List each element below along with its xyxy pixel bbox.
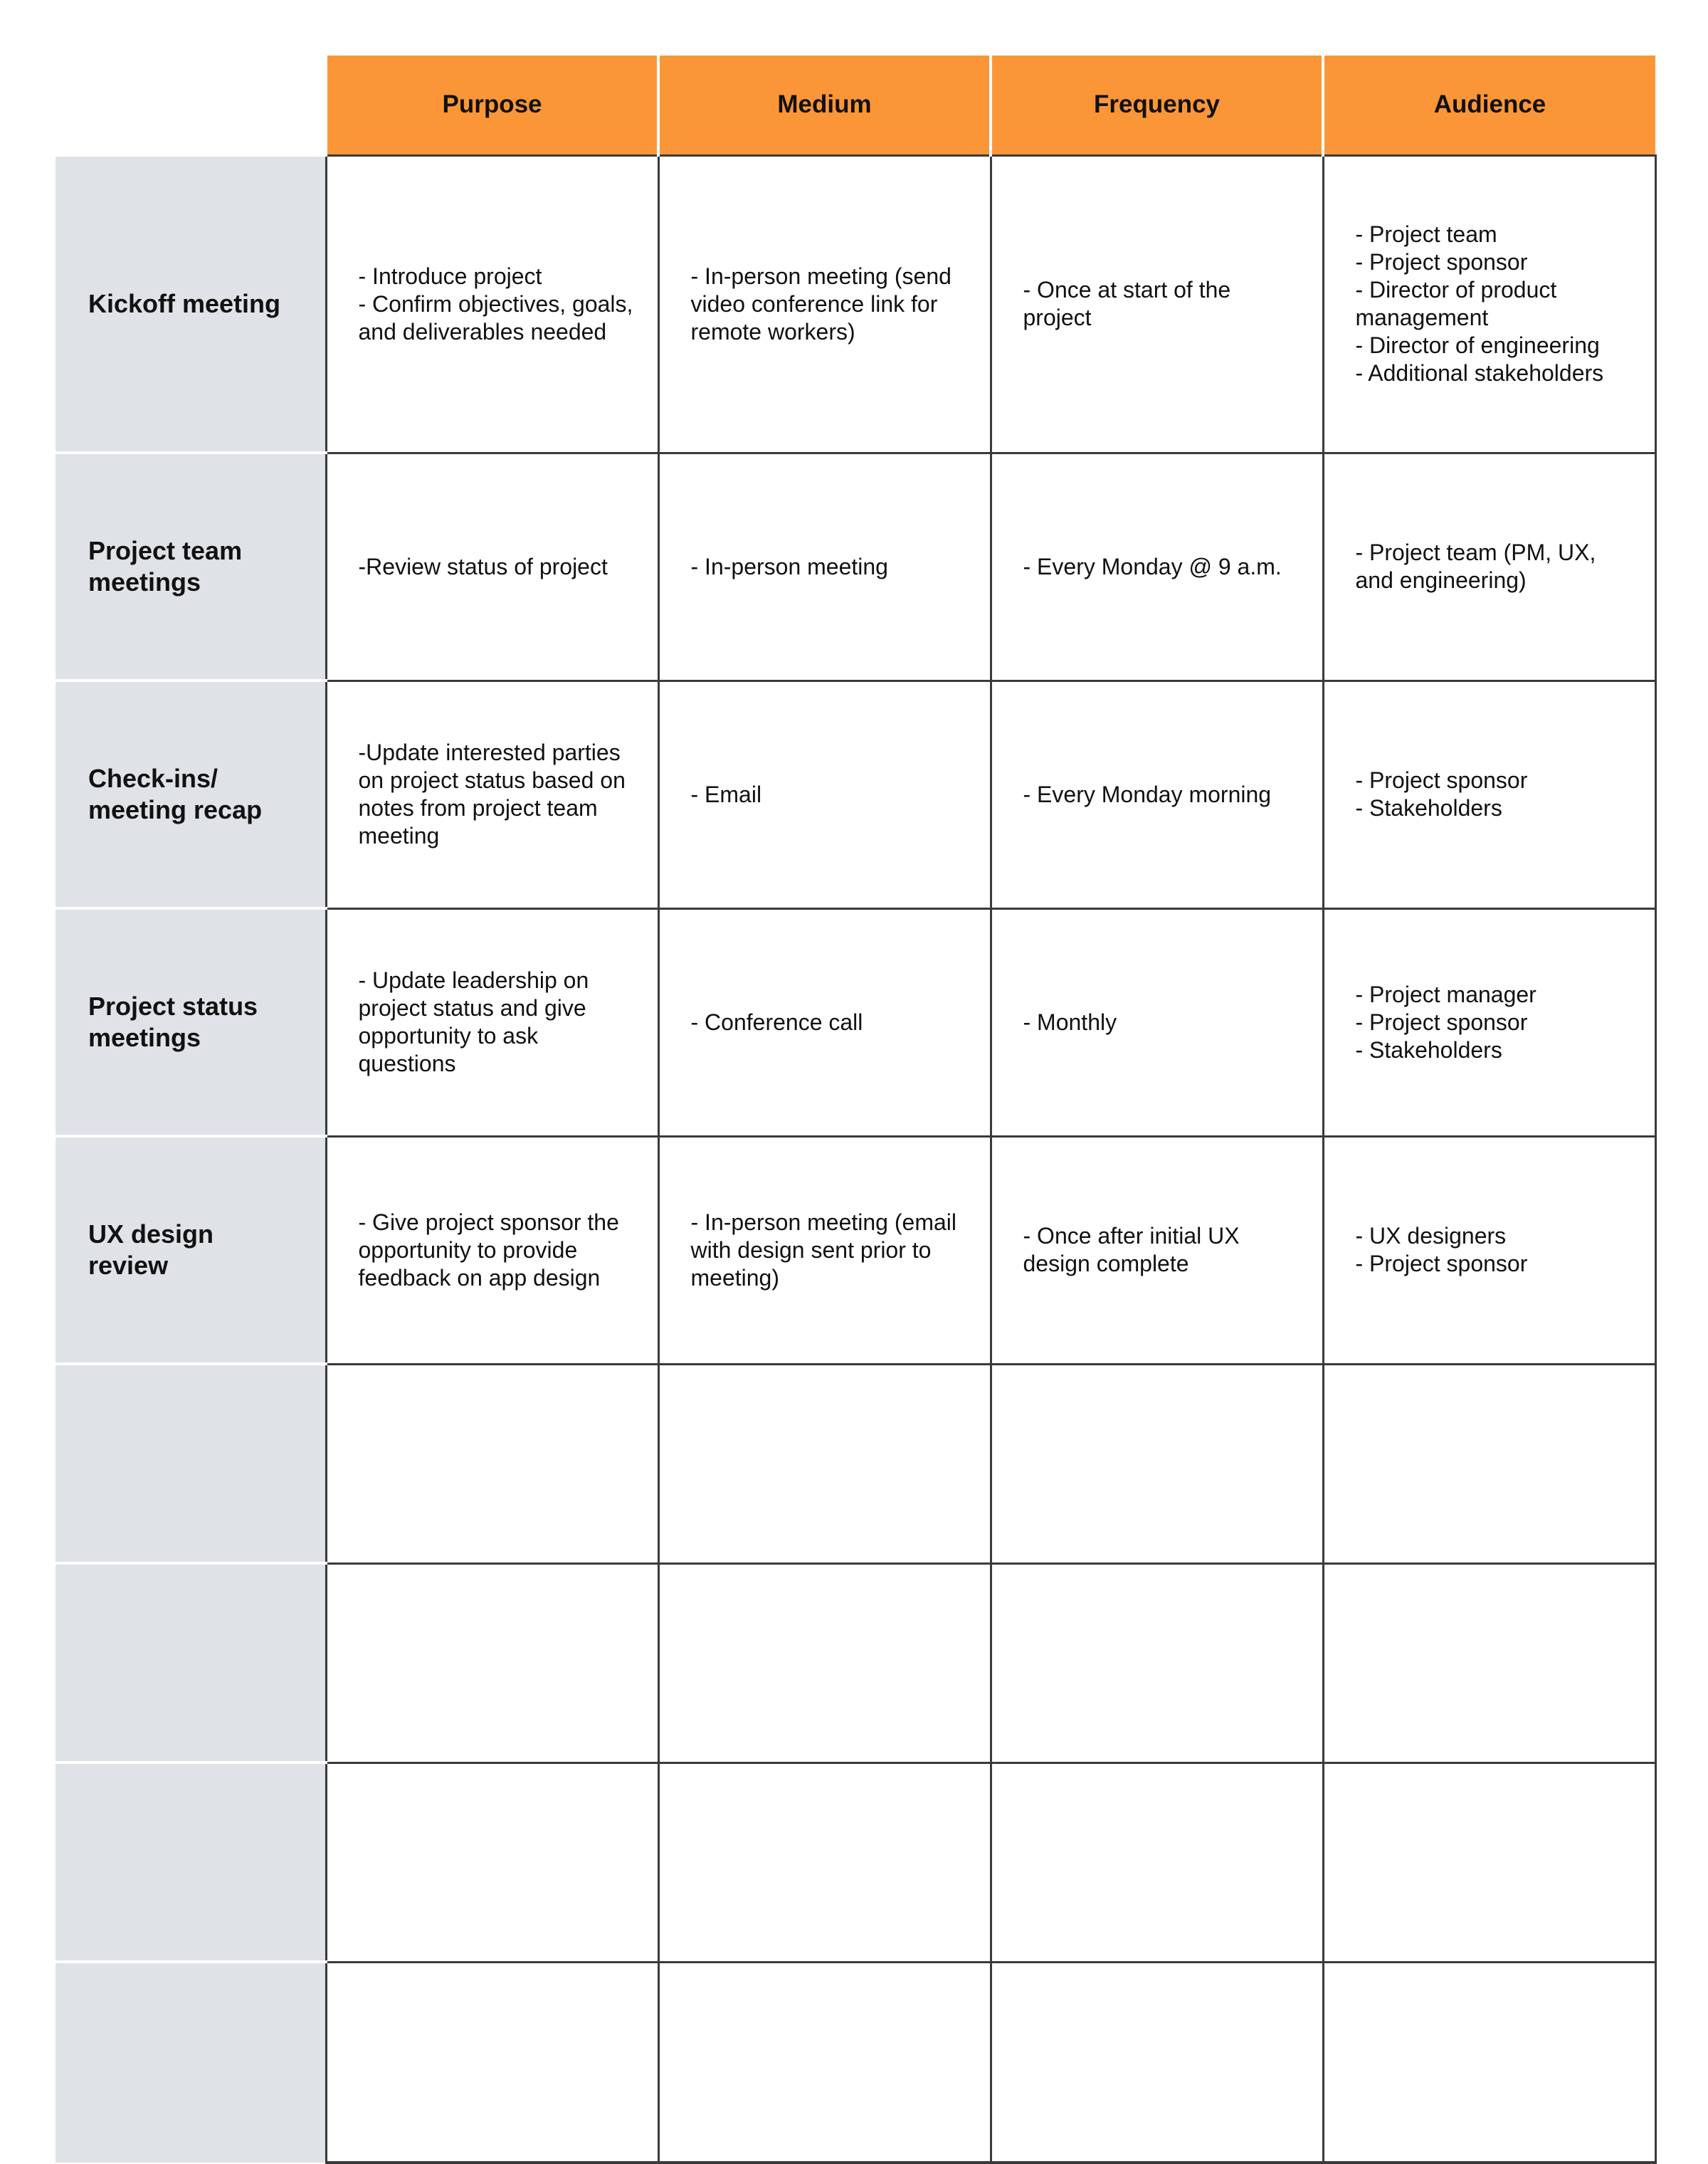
row-label [56,1763,326,1962]
row-label [56,1364,326,1563]
frequency-cell: - Monthly [991,908,1323,1136]
frequency-cell: - Once at start of the project [991,155,1323,453]
frequency-cell [991,1962,1323,2163]
row-label: Check-ins/ meeting recap [56,681,326,908]
audience-cell: - Project team - Project sponsor - Director of product management - Director of engineering - Additional stakeholders [1323,155,1655,453]
medium-cell: - Conference call [658,908,991,1136]
medium-cell [658,1364,991,1563]
corner-cell [56,56,326,155]
row-label [56,1962,326,2163]
column-header-audience: Audience [1323,56,1655,155]
audience-cell: - Project sponsor - Stakeholders [1323,681,1655,908]
purpose-cell: - Introduce project - Confirm objectives, goals, and deliverables needed [326,155,658,453]
purpose-cell: - Give project sponsor the opportunity to provide feedback on app design [326,1136,658,1364]
medium-cell [658,1563,991,1763]
communication-plan-table [56,56,1657,2164]
audience-cell [1323,1962,1655,2163]
column-header-frequency: Frequency [991,56,1323,155]
table-row [56,1136,1655,1364]
medium-cell: - In-person meeting [658,453,991,681]
medium-cell: - In-person meeting (email with design sent prior to meeting) [658,1136,991,1364]
table-row [56,1563,1655,1763]
audience-cell [1323,1364,1655,1563]
table-row [56,1763,1655,1962]
audience-cell: - Project manager - Project sponsor - Stakeholders [1323,908,1655,1136]
frequency-cell [991,1763,1323,1962]
table-row [56,1364,1655,1563]
column-header-purpose: Purpose [326,56,658,155]
purpose-cell: -Review status of project [326,453,658,681]
frequency-cell: - Every Monday @ 9 a.m. [991,453,1323,681]
column-header-medium: Medium [658,56,991,155]
frequency-cell [991,1364,1323,1563]
frequency-cell: - Once after initial UX design complete [991,1136,1323,1364]
table-row [56,908,1655,1136]
medium-cell [658,1962,991,2163]
purpose-cell [326,1364,658,1563]
frequency-cell [991,1563,1323,1763]
audience-cell: - UX designers - Project sponsor [1323,1136,1655,1364]
medium-cell: - Email [658,681,991,908]
audience-cell [1323,1563,1655,1763]
purpose-cell: - Update leadership on project status and give opportunity to ask questions [326,908,658,1136]
audience-cell [1323,1763,1655,1962]
purpose-cell: -Update interested parties on project status based on notes from project team meeting [326,681,658,908]
purpose-cell [326,1563,658,1763]
row-label: Project team meetings [56,453,326,681]
table-row [56,681,1655,908]
purpose-cell [326,1962,658,2163]
row-label: Project status meetings [56,908,326,1136]
table-row [56,453,1655,681]
row-label [56,1563,326,1763]
row-label: UX design review [56,1136,326,1364]
purpose-cell [326,1763,658,1962]
table-row [56,155,1655,453]
medium-cell [658,1763,991,1962]
medium-cell: - In-person meeting (send video conference link for remote workers) [658,155,991,453]
header-row [56,56,1655,155]
row-label: Kickoff meeting [56,155,326,453]
frequency-cell: - Every Monday morning [991,681,1323,908]
table-row [56,1962,1655,2163]
audience-cell: - Project team (PM, UX, and engineering) [1323,453,1655,681]
